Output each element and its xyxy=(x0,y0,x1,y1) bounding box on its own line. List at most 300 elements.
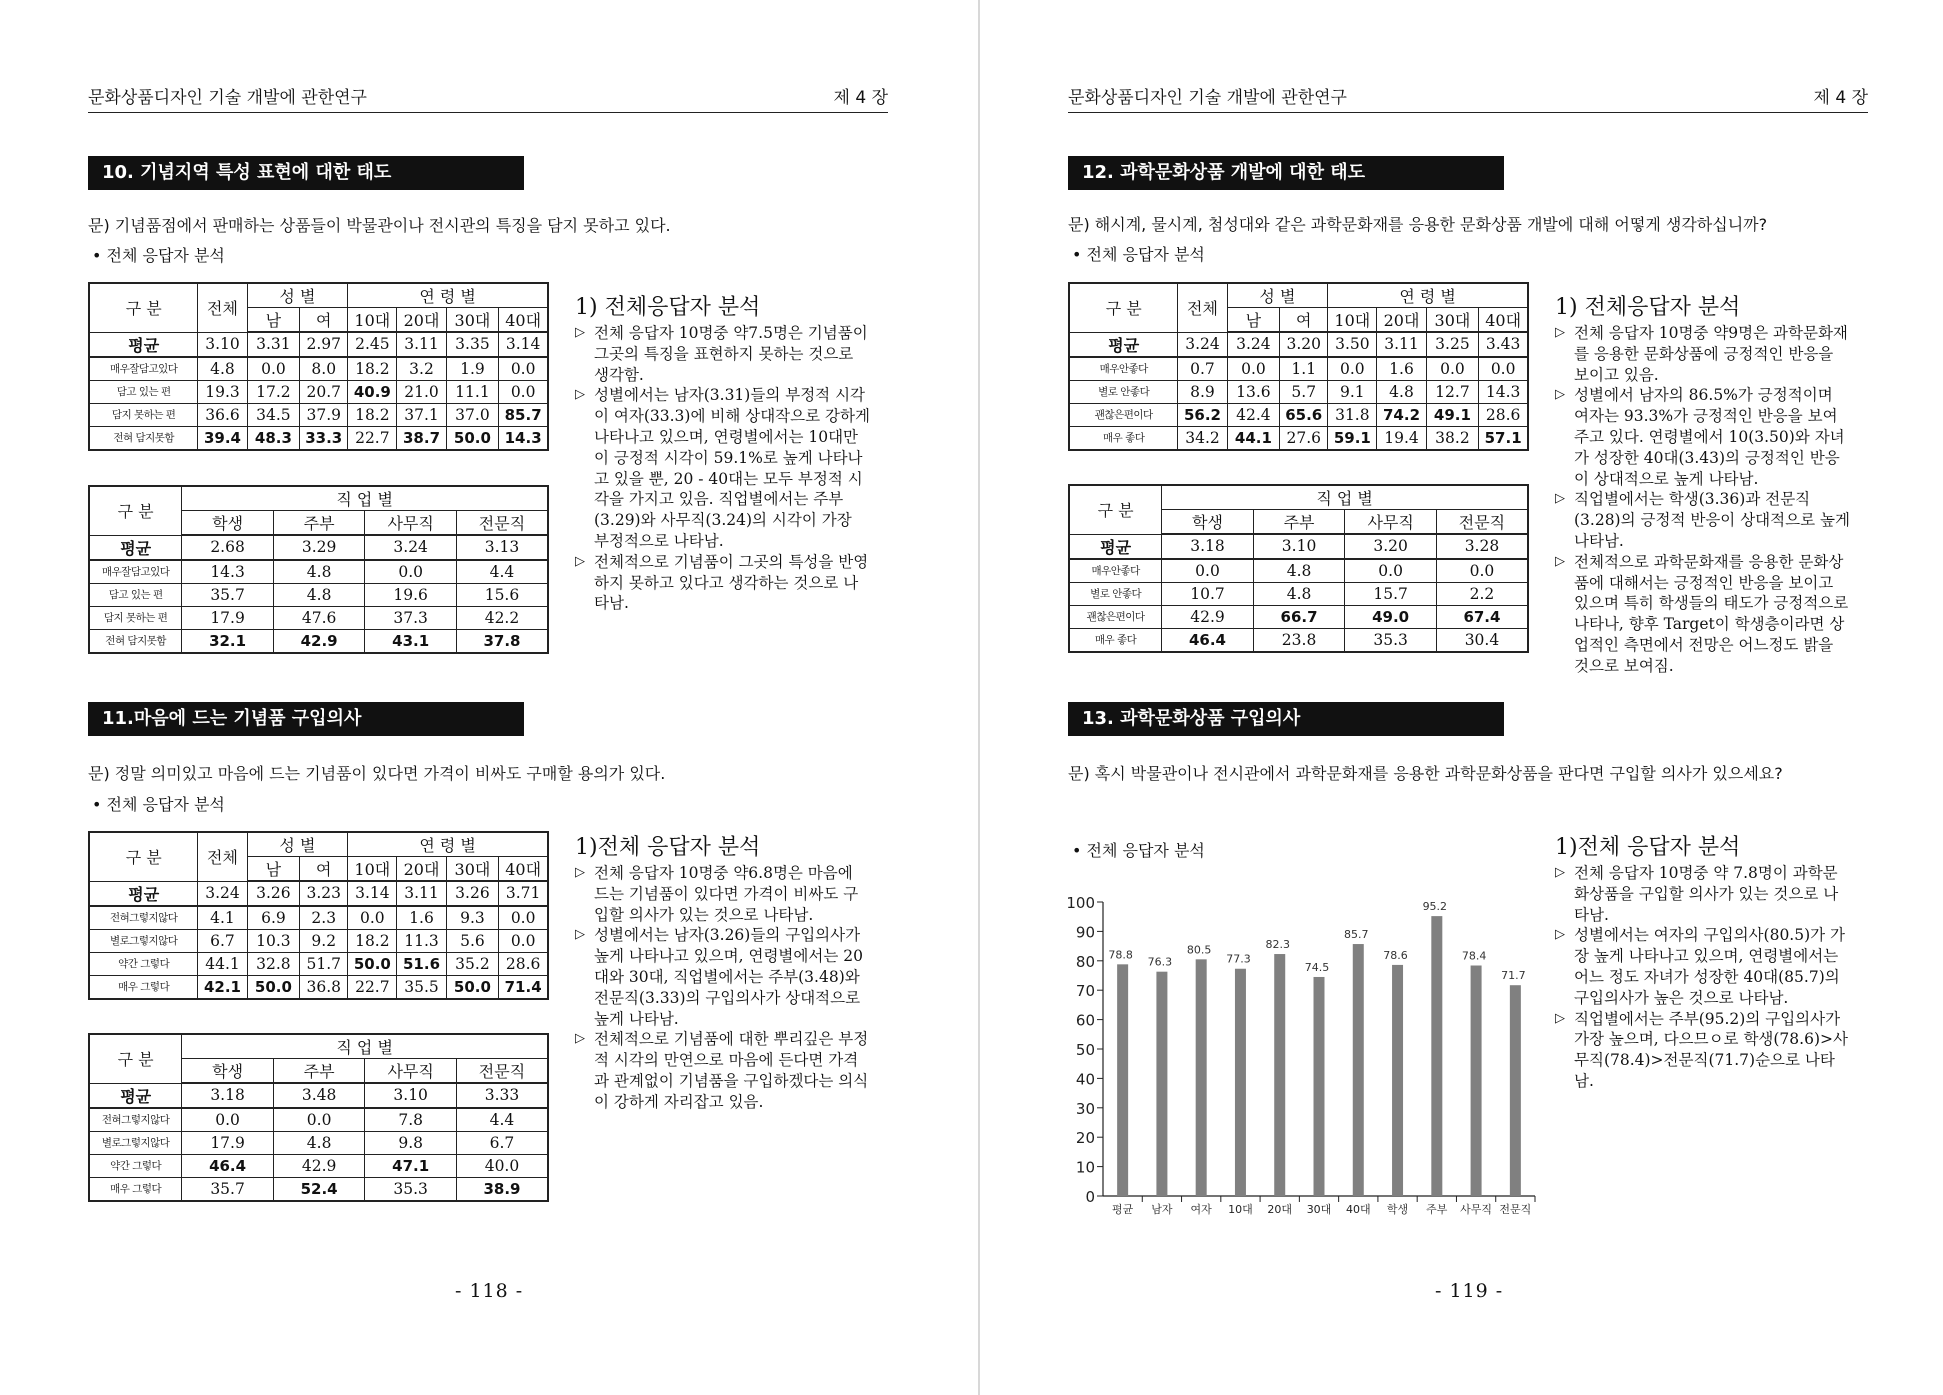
table-row xyxy=(1069,559,1528,583)
table-10-gender-age xyxy=(88,282,549,451)
analysis-heading: 1) 전체응답자 분석 xyxy=(575,295,761,320)
x-tick-label: 학생 xyxy=(1386,1203,1409,1216)
col-total: 전체 xyxy=(198,283,247,332)
col-sub: 학생 xyxy=(182,1059,274,1084)
cell: 3.11 xyxy=(397,881,446,906)
cell: 0.0 xyxy=(1479,357,1528,381)
cell: 46.4 xyxy=(182,1154,274,1177)
x-tick-label: 평균 xyxy=(1112,1203,1134,1216)
y-tick-label: 10 xyxy=(1075,1158,1095,1177)
analysis-heading: 1) 전체응답자 분석 xyxy=(1555,295,1741,320)
table-row xyxy=(1069,582,1528,605)
row-label: 괜찮은편이다 xyxy=(1069,605,1162,628)
cell: 48.3 xyxy=(247,426,300,450)
bar xyxy=(1353,944,1364,1196)
section-title-13: 13. 과학문화상품 구입의사 xyxy=(1068,702,1504,736)
cell: 3.33 xyxy=(456,1083,548,1108)
table-row xyxy=(89,426,548,450)
cell: 51.7 xyxy=(300,952,348,975)
cell: 2.97 xyxy=(300,332,348,357)
cell: 0.0 xyxy=(182,1108,274,1132)
col-total: 전체 xyxy=(1178,283,1227,332)
table-row xyxy=(89,357,548,381)
col-job: 직 업 별 xyxy=(1162,485,1528,510)
cell: 11.3 xyxy=(397,929,446,952)
col-age: 연 령 별 xyxy=(1328,283,1528,308)
col-sub: 주부 xyxy=(1253,510,1345,535)
y-tick-label: 100 xyxy=(1066,894,1095,912)
col-sub: 10대 xyxy=(1328,308,1377,333)
row-label: 전혀 담지못함 xyxy=(89,426,198,450)
cell: 32.1 xyxy=(182,629,274,653)
bar xyxy=(1471,966,1482,1196)
cell: 46.4 xyxy=(1162,628,1254,652)
triangle-bullet-icon: ▷ xyxy=(1555,325,1565,340)
data-label: 78.8 xyxy=(1108,948,1133,962)
cell: 36.6 xyxy=(198,403,247,426)
triangle-bullet-icon: ▷ xyxy=(575,1031,585,1047)
analysis-item: ▷ 성별에서는 남자(3.31)들의 부정적 시각이 여자(33.3)에 비해 상대작으로 강하게 나타나고 있으며, 연령별에서는 10대만이 긍정적 시각이 59.1%로 높게 나타나고 있을 뿐, 20 - 40대는 모두 부정적 시각을 가지고 있음. 직업별에서는 주부(3.29)와 사무직(3.24)의 시각이 가장 부정적으로 나타남. xyxy=(575,386,870,550)
cell: 3.10 xyxy=(1253,534,1345,559)
cell: 3.14 xyxy=(499,332,548,357)
cell: 4.8 xyxy=(1253,559,1345,583)
x-tick-label: 사무직 xyxy=(1460,1203,1493,1216)
data-label: 85.7 xyxy=(1344,928,1369,942)
triangle-bullet-icon: ▷ xyxy=(575,387,585,403)
cell: 50.0 xyxy=(446,975,499,999)
cell: 3.11 xyxy=(1377,332,1426,357)
cell: 0.7 xyxy=(1178,357,1227,381)
cell: 3.14 xyxy=(348,881,397,906)
respondent-bullet-12: • 전체 응답자 분석 xyxy=(1072,245,1205,264)
cell: 0.0 xyxy=(1227,357,1280,381)
cell: 18.2 xyxy=(348,357,397,381)
col-sub: 20대 xyxy=(1377,308,1426,333)
y-tick-label: 20 xyxy=(1075,1129,1095,1148)
cell: 0.0 xyxy=(1162,559,1254,583)
cell: 0.0 xyxy=(499,929,548,952)
table-row xyxy=(89,1177,548,1201)
col-gender: 성 별 xyxy=(247,832,348,857)
col-gubun: 구 분 xyxy=(89,1034,182,1083)
table-row xyxy=(89,1131,548,1154)
cell: 17.2 xyxy=(247,380,300,403)
cell: 28.6 xyxy=(1479,403,1528,426)
cell: 11.1 xyxy=(446,380,499,403)
cell: 3.35 xyxy=(446,332,499,357)
cell: 59.1 xyxy=(1328,426,1377,450)
cell: 3.24 xyxy=(198,881,247,906)
triangle-bullet-icon: ▷ xyxy=(575,927,585,943)
analysis-item: ▷ 성별에서 남자의 86.5%가 긍정적이며 여자는 93.3%가 긍정적인 반응을 보여주고 있다. 연령별에서 10(3.50)와 자녀가 성장한 40대(3.43)의 긍정적인 반응이 상대적으로 높게 나타남. xyxy=(1555,386,1845,488)
cell: 20.7 xyxy=(300,380,348,403)
cell: 4.8 xyxy=(198,357,247,381)
cell: 8.0 xyxy=(300,357,348,381)
cell: 66.7 xyxy=(1253,605,1345,628)
table-12-gender-age xyxy=(1068,282,1529,451)
analysis-item: ▷ 성별에서는 여자의 구입의사(80.5)가 가장 높게 나타나고 있으며, 연령별에서는 어느 정도 자녀가 성장한 40대(85.7)의 구입의사가 높은 것으로 나타남. xyxy=(1555,926,1846,1007)
table-row xyxy=(89,906,548,930)
page-number: - 119 - xyxy=(1435,1280,1504,1302)
cell: 0.0 xyxy=(365,560,457,584)
cell: 4.8 xyxy=(1377,380,1426,403)
cell: 42.9 xyxy=(273,1154,365,1177)
col-sub: 10대 xyxy=(348,308,397,333)
col-sub: 학생 xyxy=(182,511,274,536)
cell: 2.68 xyxy=(182,535,274,560)
cell: 19.4 xyxy=(1377,426,1426,450)
bar xyxy=(1117,964,1128,1196)
col-sub: 30대 xyxy=(1426,308,1479,333)
data-label: 76.3 xyxy=(1147,955,1173,969)
table-row xyxy=(89,583,548,606)
col-sub: 10대 xyxy=(348,857,397,882)
col-sub: 40대 xyxy=(499,857,548,882)
triangle-bullet-icon: ▷ xyxy=(575,865,585,880)
cell: 27.6 xyxy=(1280,426,1328,450)
cell: 3.26 xyxy=(247,881,300,906)
bar xyxy=(1156,972,1167,1196)
triangle-bullet-icon: ▷ xyxy=(1555,553,1565,569)
col-sub: 사무직 xyxy=(365,511,457,536)
x-tick-label: 여자 xyxy=(1190,1203,1212,1216)
table-11-gender-age xyxy=(88,831,549,1000)
cell: 15.7 xyxy=(1345,582,1437,605)
row-label: 매우 그렇다 xyxy=(89,975,198,999)
question-10: 문) 기념품점에서 판매하는 상품들이 박물관이나 전시관의 특징을 담지 못하고 있다. xyxy=(88,216,671,235)
row-label: 평균 xyxy=(89,535,182,560)
section-title-11: 11.마음에 드는 기념품 구입의사 xyxy=(88,702,524,736)
cell: 6.7 xyxy=(198,929,247,952)
cell: 3.20 xyxy=(1280,332,1328,357)
cell: 4.4 xyxy=(456,1108,548,1132)
cell: 51.6 xyxy=(397,952,446,975)
col-gubun: 구 분 xyxy=(89,283,198,332)
cell: 1.1 xyxy=(1280,357,1328,381)
cell: 3.26 xyxy=(446,881,499,906)
cell: 49.1 xyxy=(1426,403,1479,426)
data-label: 78.4 xyxy=(1461,949,1487,963)
cell: 38.9 xyxy=(456,1177,548,1201)
col-gender: 성 별 xyxy=(1227,283,1328,308)
cell: 32.8 xyxy=(247,952,300,975)
analysis-item: ▷ 전체적으로 기념품이 그곳의 특성을 반영하지 못하고 있다고 생각하는 것으로 나타남. xyxy=(575,552,869,613)
x-tick-label: 전문직 xyxy=(1499,1203,1532,1216)
data-label: 95.2 xyxy=(1422,900,1448,914)
cell: 35.3 xyxy=(1345,628,1437,652)
analysis-heading: 1)전체 응답자 분석 xyxy=(1555,835,1741,860)
cell: 0.0 xyxy=(1345,559,1437,583)
x-tick-label: 10대 xyxy=(1228,1203,1253,1216)
row-label: 전혀그렇지않다 xyxy=(89,906,198,930)
analysis-11 xyxy=(575,830,870,1113)
cell: 42.4 xyxy=(1227,403,1280,426)
analysis-10 xyxy=(575,290,870,614)
header-chapter: 제 4 장 xyxy=(833,88,888,108)
cell: 37.3 xyxy=(365,606,457,629)
cell: 3.25 xyxy=(1426,332,1479,357)
cell: 0.0 xyxy=(499,357,548,381)
cell: 0.0 xyxy=(348,906,397,930)
y-tick-label: 40 xyxy=(1075,1070,1095,1089)
question-13: 문) 혹시 박물관이나 전시관에서 과학문화재를 응용한 과학문화상품을 판다면 구입할 의사가 있으세요? xyxy=(1068,764,1783,783)
col-sub: 학생 xyxy=(1162,510,1254,535)
page-119 xyxy=(980,0,1943,1395)
cell: 47.6 xyxy=(273,606,365,629)
cell: 34.5 xyxy=(247,403,300,426)
table-row xyxy=(1069,380,1528,403)
cell: 2.45 xyxy=(348,332,397,357)
cell: 65.6 xyxy=(1280,403,1328,426)
col-sub: 사무직 xyxy=(365,1059,457,1084)
table-row xyxy=(89,606,548,629)
cell: 42.9 xyxy=(1162,605,1254,628)
cell: 3.31 xyxy=(247,332,300,357)
cell: 36.8 xyxy=(300,975,348,999)
cell: 22.7 xyxy=(348,975,397,999)
cell: 0.0 xyxy=(247,357,300,381)
cell: 15.6 xyxy=(456,583,548,606)
cell: 3.18 xyxy=(1162,534,1254,559)
cell: 49.0 xyxy=(1345,605,1437,628)
cell: 3.24 xyxy=(1178,332,1227,357)
cell: 14.3 xyxy=(182,560,274,584)
y-tick-label: 70 xyxy=(1075,982,1095,1001)
cell: 4.4 xyxy=(456,560,548,584)
section-title-10: 10. 기념지역 특성 표현에 대한 태도 xyxy=(88,156,524,190)
cell: 13.6 xyxy=(1227,380,1280,403)
triangle-bullet-icon: ▷ xyxy=(575,553,585,569)
cell: 8.9 xyxy=(1178,380,1227,403)
row-label: 별로 안좋다 xyxy=(1069,582,1162,605)
x-tick-label: 30대 xyxy=(1306,1203,1332,1216)
row-label: 담지 못하는 편 xyxy=(89,403,198,426)
cell: 3.10 xyxy=(365,1083,457,1108)
cell: 9.8 xyxy=(365,1131,457,1154)
cell: 1.9 xyxy=(446,357,499,381)
cell: 31.8 xyxy=(1328,403,1377,426)
analysis-item: ▷ 전체적으로 과학문화재를 응용한 문화상품에 대해서는 긍정적인 반응을 보이고 있으며 특히 학생들의 태도가 긍정적으로 나타나, 향후 Target이 학생층이라면 상업적인 측면에서 전망은 어느정도 밝을 것으로 보여짐. xyxy=(1555,552,1849,675)
y-tick-label: 80 xyxy=(1075,952,1095,971)
cell: 3.2 xyxy=(397,357,446,381)
cell: 3.29 xyxy=(273,535,365,560)
cell: 3.43 xyxy=(1479,332,1528,357)
row-label: 전혀 담지못함 xyxy=(89,629,182,653)
cell: 37.1 xyxy=(397,403,446,426)
cell: 30.4 xyxy=(1436,628,1528,652)
cell: 37.9 xyxy=(300,403,348,426)
analysis-item: ▷ 전체 응답자 10명중 약6.8명은 마음에 드는 기념품이 있다면 가격이 비싸도 구입할 의사가 있는 것으로 나타남. xyxy=(575,864,859,924)
row-label: 괜찮은편이다 xyxy=(1069,403,1178,426)
x-tick-label: 40대 xyxy=(1345,1203,1371,1216)
cell: 4.8 xyxy=(273,583,365,606)
analysis-heading: 1)전체 응답자 분석 xyxy=(575,835,761,860)
cell: 35.3 xyxy=(365,1177,457,1201)
cell: 3.23 xyxy=(300,881,348,906)
cell: 35.2 xyxy=(446,952,499,975)
cell: 9.1 xyxy=(1328,380,1377,403)
analysis-item: ▷ 직업별에서는 주부(95.2)의 구입의사가 가장 높으며, 다으므ㅇ로 학생(78.6)>사무직(78.4)>전문직(71.7)순으로 나타남. xyxy=(1555,1009,1848,1090)
cell: 44.1 xyxy=(1227,426,1280,450)
data-label: 74.5 xyxy=(1304,960,1330,974)
y-tick-label: 50 xyxy=(1075,1041,1095,1059)
table-11-occupation xyxy=(88,1033,549,1202)
cell: 71.4 xyxy=(499,975,548,999)
cell: 23.8 xyxy=(1253,628,1345,652)
cell: 4.8 xyxy=(273,1131,365,1154)
page-number: - 118 - xyxy=(455,1280,524,1302)
cell: 18.2 xyxy=(348,403,397,426)
table-row xyxy=(1069,534,1528,559)
cell: 3.71 xyxy=(499,881,548,906)
table-row xyxy=(89,403,548,426)
col-sub: 40대 xyxy=(1479,308,1528,333)
cell: 10.7 xyxy=(1162,582,1254,605)
cell: 7.8 xyxy=(365,1108,457,1132)
y-tick-label: 0 xyxy=(1085,1188,1095,1206)
analysis-item: ▷ 전체적으로 기념품에 대한 뿌리깊은 부정적 시각의 만연으로 마음에 든다면 가격과 관계없이 기념품을 구입하겠다는 의식이 강하게 자리잡고 있음. xyxy=(575,1030,869,1111)
table-row xyxy=(89,629,548,653)
col-sub: 여 xyxy=(1280,308,1328,333)
cell: 3.11 xyxy=(397,332,446,357)
cell: 85.7 xyxy=(499,403,548,426)
triangle-bullet-icon: ▷ xyxy=(1555,491,1565,507)
running-header xyxy=(1068,86,1868,113)
triangle-bullet-icon: ▷ xyxy=(1555,865,1565,880)
row-label: 별로그렇지않다 xyxy=(89,1131,182,1154)
table-row xyxy=(89,535,548,560)
col-gubun: 구 분 xyxy=(89,832,198,881)
cell: 3.24 xyxy=(365,535,457,560)
question-11: 문) 정말 의미있고 마음에 드는 기념품이 있다면 가격이 비싸도 구매할 용의가 있다. xyxy=(88,764,666,783)
cell: 42.9 xyxy=(273,629,365,653)
col-sub: 30대 xyxy=(446,308,499,333)
triangle-bullet-icon: ▷ xyxy=(1555,927,1565,943)
x-tick-label: 20대 xyxy=(1267,1203,1293,1216)
analysis-item: ▷ 직업별에서는 학생(3.36)과 전문직(3.28)의 긍정적 반응이 상대적으로 높게 나타남. xyxy=(1555,490,1850,550)
cell: 40.9 xyxy=(348,380,397,403)
cell: 5.6 xyxy=(446,929,499,952)
cell: 67.4 xyxy=(1436,605,1528,628)
cell: 56.2 xyxy=(1178,403,1227,426)
row-label: 매우잘담고있다 xyxy=(89,560,182,584)
cell: 18.2 xyxy=(348,929,397,952)
cell: 50.0 xyxy=(348,952,397,975)
table-10-occupation xyxy=(88,485,549,654)
col-sub: 주부 xyxy=(273,511,365,536)
cell: 3.20 xyxy=(1345,534,1437,559)
x-tick-label: 남자 xyxy=(1151,1203,1173,1216)
cell: 4.8 xyxy=(1253,582,1345,605)
cell: 37.0 xyxy=(446,403,499,426)
table-row xyxy=(89,929,548,952)
cell: 19.6 xyxy=(365,583,457,606)
data-label: 80.5 xyxy=(1186,943,1212,957)
cell: 22.7 xyxy=(348,426,397,450)
data-label: 78.6 xyxy=(1383,948,1408,962)
table-row xyxy=(1069,332,1528,357)
cell: 3.18 xyxy=(182,1083,274,1108)
col-total: 전체 xyxy=(198,832,247,881)
data-label: 71.7 xyxy=(1501,969,1526,983)
table-row xyxy=(1069,403,1528,426)
row-label: 매우 그렇다 xyxy=(89,1177,182,1201)
cell: 1.6 xyxy=(397,906,446,930)
purchase-intent-bar-chart xyxy=(1065,880,1545,1230)
cell: 50.0 xyxy=(247,975,300,999)
cell: 6.7 xyxy=(456,1131,548,1154)
analysis-12 xyxy=(1555,290,1850,677)
col-sub: 40대 xyxy=(499,308,548,333)
cell: 1.6 xyxy=(1377,357,1426,381)
cell: 6.9 xyxy=(247,906,300,930)
cell: 52.4 xyxy=(273,1177,365,1201)
respondent-bullet-10: • 전체 응답자 분석 xyxy=(92,246,225,265)
cell: 2.3 xyxy=(300,906,348,930)
cell: 12.7 xyxy=(1426,380,1479,403)
row-label: 매우안좋다 xyxy=(1069,357,1178,381)
row-label: 담고 있는 편 xyxy=(89,583,182,606)
row-label: 전혀그렇지않다 xyxy=(89,1108,182,1132)
bar xyxy=(1235,969,1246,1196)
table-row xyxy=(1069,357,1528,381)
cell: 4.8 xyxy=(273,560,365,584)
row-label: 별로그렇지않다 xyxy=(89,929,198,952)
analysis-item: ▷ 성별에서는 남자(3.26)들의 구입의사가 높게 나타나고 있으며, 연령별에서는 20대와 30대, 직업별에서는 주부(3.48)와 전문직(3.33)의 구입의사가 상대적으로 높게 나타남. xyxy=(575,926,863,1028)
row-label: 매우안좋다 xyxy=(1069,559,1162,583)
cell: 10.3 xyxy=(247,929,300,952)
cell: 35.7 xyxy=(182,1177,274,1201)
col-job: 직 업 별 xyxy=(182,486,548,511)
triangle-bullet-icon: ▷ xyxy=(1555,387,1565,403)
cell: 0.0 xyxy=(273,1108,365,1132)
bar xyxy=(1510,985,1521,1196)
table-row xyxy=(1069,426,1528,450)
running-header xyxy=(88,86,888,113)
row-label: 매우 좋다 xyxy=(1069,426,1178,450)
col-age: 연 령 별 xyxy=(348,283,548,308)
table-row xyxy=(89,975,548,999)
table-row xyxy=(1069,605,1528,628)
col-age: 연 령 별 xyxy=(348,832,548,857)
header-title: 문화상품디자인 기술 개발에 관한연구 xyxy=(88,88,367,108)
cell: 44.1 xyxy=(198,952,247,975)
y-tick-label: 90 xyxy=(1075,923,1095,942)
section-title-12: 12. 과학문화상품 개발에 대한 태도 xyxy=(1068,156,1504,190)
col-sub: 사무직 xyxy=(1345,510,1437,535)
cell: 19.3 xyxy=(198,380,247,403)
data-label: 82.3 xyxy=(1265,938,1290,952)
row-label: 담고 있는 편 xyxy=(89,380,198,403)
col-sub: 20대 xyxy=(397,308,446,333)
cell: 35.5 xyxy=(397,975,446,999)
y-tick-label: 60 xyxy=(1075,1011,1095,1030)
cell: 3.48 xyxy=(273,1083,365,1108)
cell: 50.0 xyxy=(446,426,499,450)
triangle-bullet-icon: ▷ xyxy=(575,325,585,340)
cell: 17.9 xyxy=(182,606,274,629)
bar xyxy=(1392,965,1403,1196)
analysis-13 xyxy=(1555,830,1850,1092)
table-row xyxy=(89,560,548,584)
cell: 5.7 xyxy=(1280,380,1328,403)
cell: 3.24 xyxy=(1227,332,1280,357)
table-row xyxy=(89,881,548,906)
y-tick-label: 30 xyxy=(1075,1099,1095,1118)
cell: 0.0 xyxy=(1426,357,1479,381)
respondent-bullet-11: • 전체 응답자 분석 xyxy=(92,795,225,814)
cell: 3.28 xyxy=(1436,534,1528,559)
